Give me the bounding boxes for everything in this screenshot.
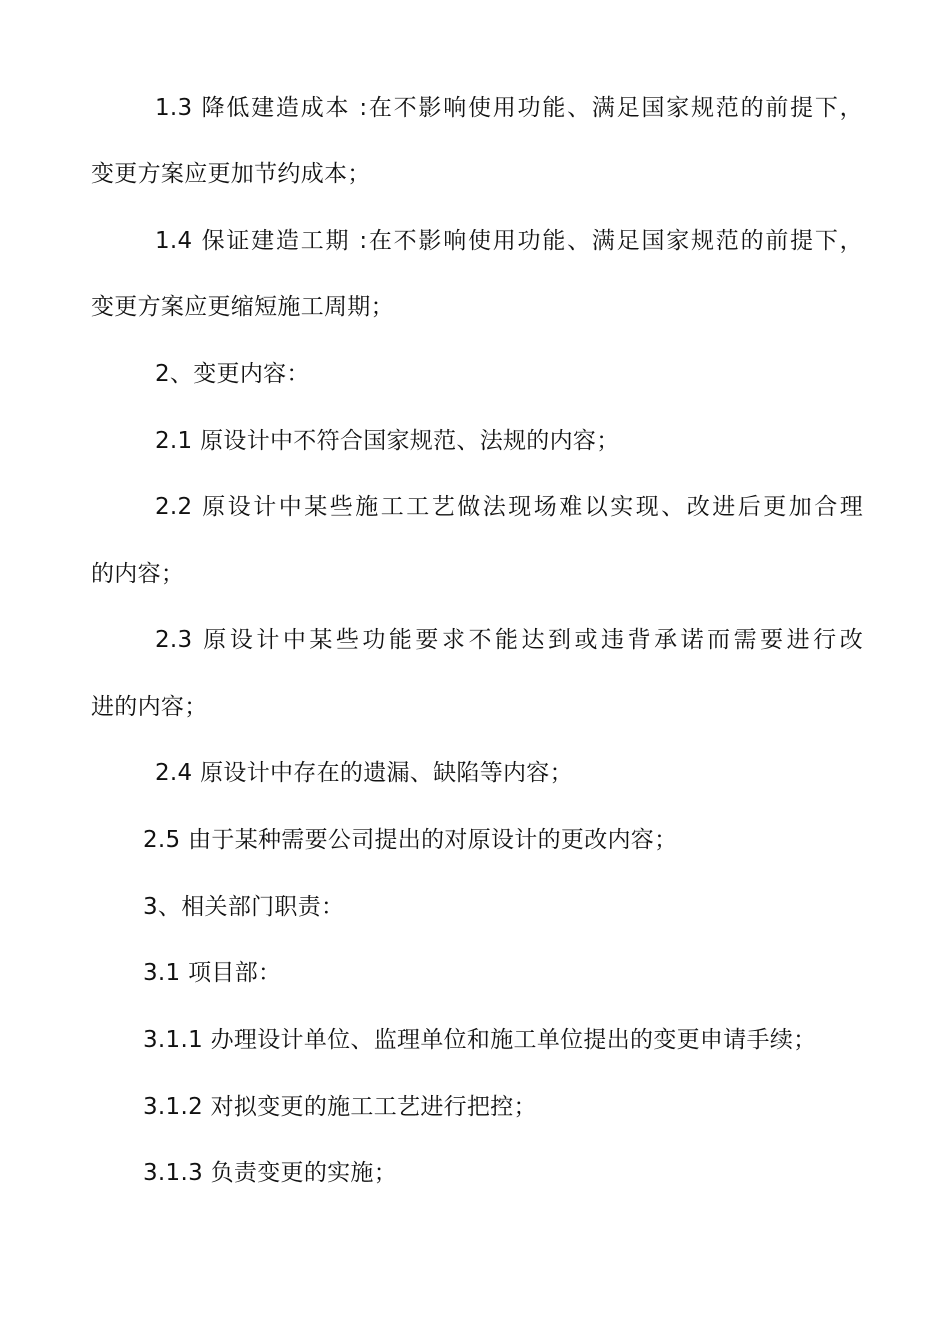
section-3-heading: 3、相关部门职责： bbox=[143, 894, 345, 920]
paragraph-2-1: 2.1 原设计中不符合国家规范、法规的内容； bbox=[155, 428, 620, 454]
paragraph-3-1-3: 3.1.3 负责变更的实施； bbox=[143, 1160, 398, 1186]
paragraph-1-4-line-1: 1.4 保证建造工期 :在不影响使用功能、满足国家规范的前提下， bbox=[155, 228, 863, 254]
paragraph-3-1-1: 3.1.1 办理设计单位、监理单位和施工单位提出的变更申请手续； bbox=[143, 1027, 817, 1053]
paragraph-2-4: 2.4 原设计中存在的遗漏、缺陷等内容； bbox=[155, 760, 573, 786]
paragraph-2-3-line-1: 2.3 原设计中某些功能要求不能达到或违背承诺而需要进行改 bbox=[155, 627, 863, 653]
paragraph-2-2-line-2: 的内容； bbox=[91, 561, 185, 587]
section-2-heading: 2、变更内容： bbox=[155, 361, 310, 387]
paragraph-1-3-line-2: 变更方案应更加节约成本； bbox=[91, 161, 371, 187]
paragraph-2-3-line-2: 进的内容； bbox=[91, 694, 208, 720]
paragraph-1-4-line-2: 变更方案应更缩短施工周期； bbox=[91, 294, 394, 320]
paragraph-3-1: 3.1 项目部： bbox=[143, 960, 282, 986]
paragraph-3-1-2: 3.1.2 对拟变更的施工工艺进行把控； bbox=[143, 1094, 537, 1120]
paragraph-1-3-line-1: 1.3 降低建造成本 :在不影响使用功能、满足国家规范的前提下， bbox=[155, 95, 863, 121]
paragraph-2-2-line-1: 2.2 原设计中某些施工工艺做法现场难以实现、改进后更加合理 bbox=[155, 494, 863, 520]
paragraph-2-5: 2.5 由于某种需要公司提出的对原设计的更改内容； bbox=[143, 827, 678, 853]
